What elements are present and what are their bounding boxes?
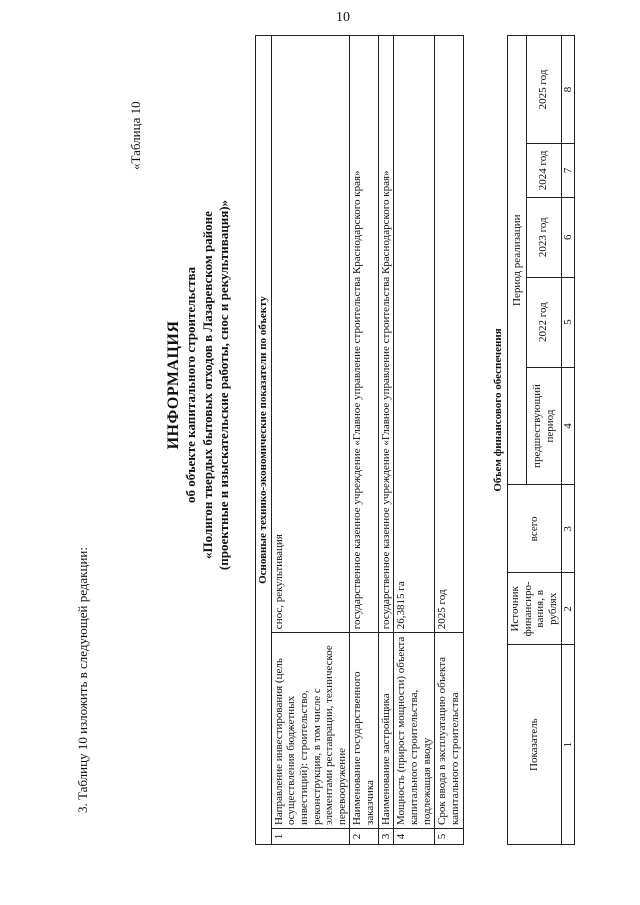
characteristics-section-title: Основные технико-экономические показатели по объекту: [256, 36, 272, 845]
info-subtitle: об объекте капитального строительства: [183, 267, 198, 503]
financing-header-row: [508, 36, 527, 845]
header-year-2024: 2024 год: [527, 143, 562, 197]
characteristics-section-row: [256, 36, 272, 845]
characteristics-table: [255, 35, 464, 845]
header-year-2025: 2025 год: [527, 36, 562, 144]
row-value: 2025 год: [435, 36, 463, 633]
financing-table: [507, 35, 575, 845]
column-index: 8: [561, 36, 575, 144]
info-title: ИНФОРМАЦИЯ: [165, 320, 182, 450]
row-number: 4: [394, 829, 435, 845]
row-number: 5: [435, 829, 463, 845]
row-number: 1: [271, 829, 350, 845]
column-index: 5: [561, 277, 575, 367]
column-index: 4: [561, 367, 575, 485]
row-number: 2: [350, 829, 378, 845]
header-total: всего: [508, 485, 562, 573]
table-row: [378, 36, 394, 845]
row-label: Наименование государственного заказчика: [350, 633, 378, 829]
row-value: государственное казенное учреждение «Главное управление строительства Краснодарского края»: [378, 36, 394, 633]
column-index: 3: [561, 485, 575, 573]
table-row: [394, 36, 435, 845]
financing-index-row: [561, 36, 575, 845]
table-row: [350, 36, 378, 845]
header-year-2022: 2022 год: [527, 277, 562, 367]
row-label: Направление инвестирования (цель осуществления бюджетных инвестиций): строительство, реконструкция, в том числе с элементами реставрации, техническое перевооружение: [271, 633, 350, 829]
row-number: 3: [378, 829, 394, 845]
row-value: 26,3815 га: [394, 36, 435, 633]
column-index: 1: [561, 645, 575, 845]
header-period: Период реализации: [508, 36, 527, 485]
table-reference: «Таблица 10: [128, 101, 143, 170]
row-label: Срок ввода в эксплуатацию объекта капитального строительства: [435, 633, 463, 829]
table-row: [435, 36, 463, 845]
row-label: Наименование застройщика: [378, 633, 394, 829]
intro-text: 3. Таблицу 10 изложить в следующей редакции:: [75, 547, 90, 813]
header-year-2023: 2023 год: [527, 197, 562, 277]
column-index: 2: [561, 573, 575, 645]
page-number: 10: [336, 10, 350, 25]
row-value: государственное казенное учреждение «Главное управление строительства Краснодарского края»: [350, 36, 378, 633]
column-index: 7: [561, 143, 575, 197]
header-prev-period: предшествующий период: [527, 367, 562, 485]
financing-section-title: Объем финансового обеспечения: [492, 328, 504, 492]
object-name-detail: (проектные и изыскательские работы, снос и рекультивация)»: [216, 199, 231, 571]
object-name: «Полигон твердых бытовых отходов в Лазаревском районе: [200, 211, 215, 559]
row-label: Мощность (прирост мощности) объекта капитального строительства, подлежащая вводу: [394, 633, 435, 829]
column-index: 6: [561, 197, 575, 277]
row-value: снос, рекультивация: [271, 36, 350, 633]
table-row: [271, 36, 350, 845]
header-indicator: Показатель: [508, 645, 562, 845]
header-source: Источник финансиро-вания, в рублях: [508, 573, 562, 645]
